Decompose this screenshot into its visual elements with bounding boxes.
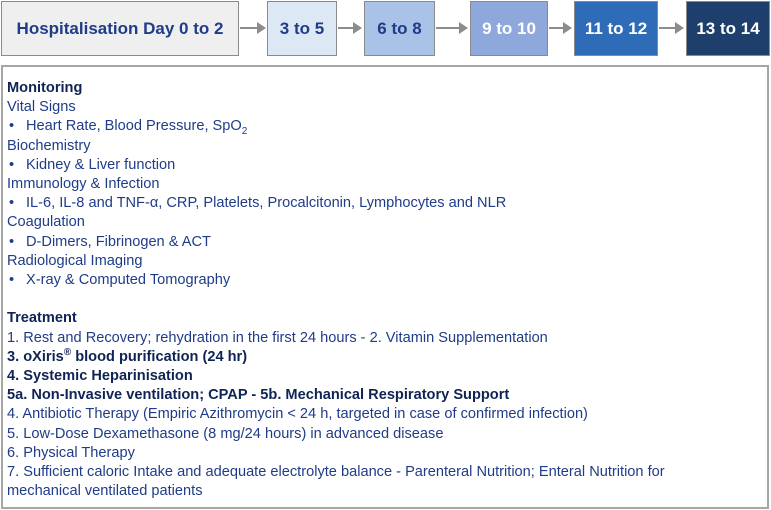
treatment-line-1: 1. Rest and Recovery; rehydration in the first 24 hours - 2. Vitamin Supplementation <box>7 329 548 346</box>
timeline-arrow <box>549 27 570 29</box>
bullet-icon: • <box>9 156 15 173</box>
treatment-line-physical-therapy: 6. Physical Therapy <box>7 444 135 461</box>
timeline-arrow <box>436 27 466 29</box>
timeline-stage-day-13-14: 13 to 14 <box>686 1 770 56</box>
immunology-item: • IL-6, IL-8 and TNF-α, CRP, Platelets, Procalcitonin, Lymphocytes and NLR <box>7 194 763 213</box>
bullet-icon: • <box>9 195 15 212</box>
treatment-heading: Treatment <box>7 310 77 327</box>
biochemistry-label: Biochemistry <box>7 137 91 154</box>
timeline-arrow <box>338 27 360 29</box>
bullet-icon: • <box>9 118 15 135</box>
coagulation-label: Coagulation <box>7 214 85 231</box>
vital-signs-item: • Heart Rate, Blood Pressure, SpO$_2$ <box>9 118 248 138</box>
treatment-line-dexamethasone: 5. Low-Dose Dexamethasone (8 mg/24 hours) in advanced disease <box>7 425 444 442</box>
treatment-line-antibiotic: 4. Antibiotic Therapy (Empiric Azithromycin < 24 h, targeted in case of confirmed infection) <box>7 406 588 423</box>
treatment-line-heparinisation: 4. Systemic Heparinisation <box>7 368 193 385</box>
bullet-icon: • <box>9 233 15 250</box>
imaging-item: • X-ray & Computed Tomography <box>7 271 763 290</box>
monitoring-heading: Monitoring <box>7 80 83 96</box>
care-protocol-panel <box>1 65 769 509</box>
treatment-line-ventilation: 5a. Non-Invasive ventilation; CPAP - 5b. Mechanical Respiratory Support <box>7 387 510 404</box>
treatment-line-nutrition-cont: mechanical ventilated patients <box>7 483 203 500</box>
timeline-arrow <box>659 27 682 29</box>
timeline-stage-day-6-8: 6 to 8 <box>364 1 435 56</box>
timeline-arrow <box>240 27 264 29</box>
timeline-stage-day-9-10: 9 to 10 <box>470 1 548 56</box>
treatment-line-oxiris: 3. oXiris® blood purification (24 hr) <box>7 346 248 365</box>
immunology-label: Immunology & Infection <box>7 176 160 193</box>
treatment-line-nutrition: 7. Sufficient caloric Intake and adequate electrolyte balance - Parenteral Nutrition; Enteral Nutrition for <box>7 464 665 481</box>
coagulation-item: • D-Dimers, Fibrinogen & ACT <box>7 233 763 252</box>
bullet-icon: • <box>9 272 15 289</box>
imaging-label: Radiological Imaging <box>7 252 143 269</box>
timeline-stage-day-11-12: 11 to 12 <box>574 1 658 56</box>
vital-signs-label: Vital Signs <box>7 99 76 116</box>
biochemistry-item: • Kidney & Liver function <box>7 156 763 175</box>
timeline-stage-day-0-2: Hospitalisation Day 0 to 2 <box>1 1 239 56</box>
timeline-stage-day-3-5: 3 to 5 <box>267 1 337 56</box>
